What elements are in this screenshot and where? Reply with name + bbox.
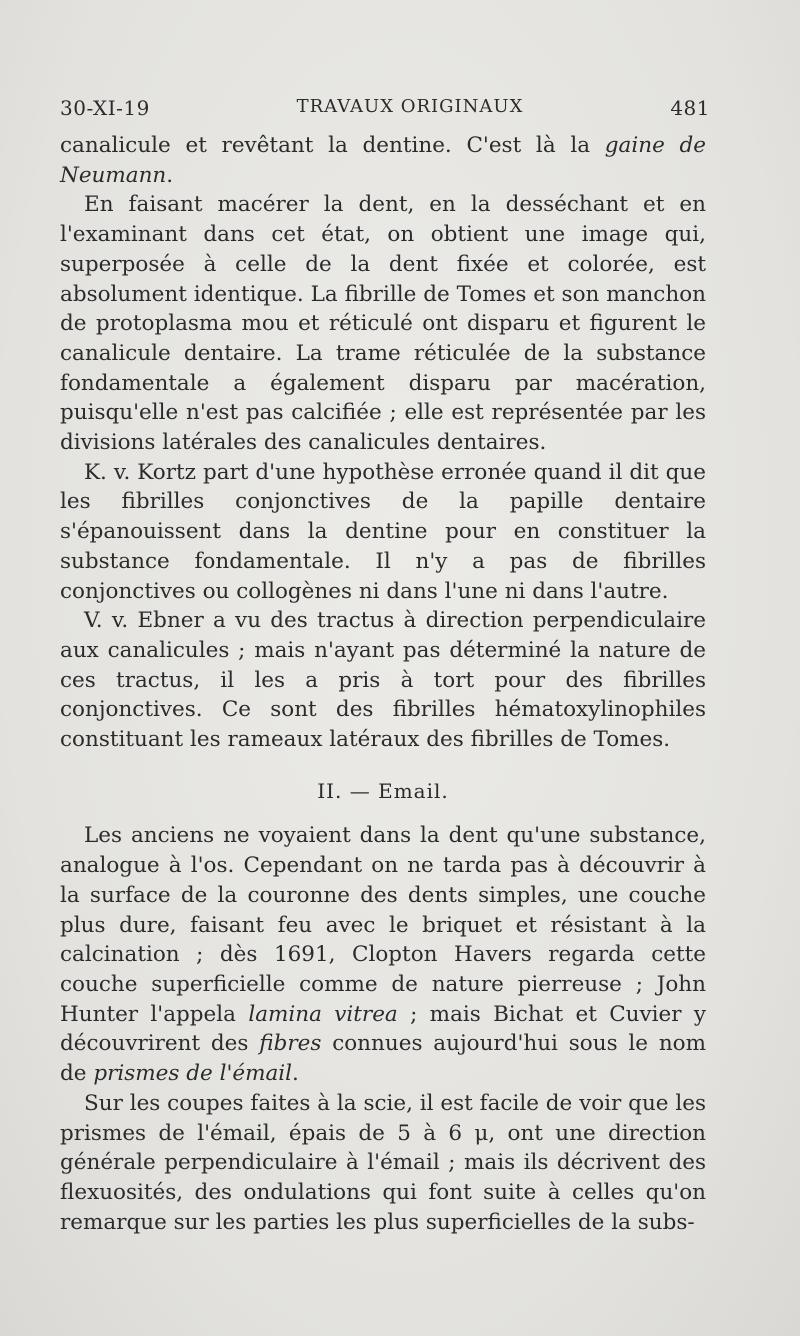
header-title: TRAVAUX ORIGINAUX [296, 96, 524, 117]
paragraph-6: Sur les coupes faites à la scie, il est facile de voir que les prismes de l'émail, épais de 5 à 6 μ, ont une direction générale perpendiculaire à l'émail ; mais ils décrivent des flexuosités, des ondulations qui font suite à celles qu'on remarque sur les parties les plus superficielles de la subs- [60, 1090, 706, 1235]
page-number: 481 [670, 96, 710, 120]
paragraph-5-text-b: ; mais Bichat et Cuvier y découvrirent des [60, 1001, 706, 1057]
term-prismes-de-lemail: prismes de l'émail [93, 1061, 293, 1087]
paragraph-2: En faisant macérer la dent, en la desséchant et en l'examinant dans cet état, on obtient une image qui, superposée à celle de la dent fixée et colorée, est absolument identique. La fibrille de Tomes et son manchon de protoplasma mou et réticulé ont disparu et figurent le canalicule dentaire. La trame réticulée de la substance fondamentale a également disparu par macération, puisqu'elle n'est pas calcifiée ; elle est représentée par les divisions latérales des canalicules dentaires. [60, 192, 706, 456]
paragraph-4: V. v. Ebner a vu des tractus à direction perpendiculaire aux canalicules ; mais n'ayant pas déterminé la nature de ces tractus, il les a pris à tort pour des fibrilles conjonctives. Ce sont des fibrilles hématoxylinophiles constituant les rameaux latéraux des fibrilles de Tomes. [60, 608, 706, 753]
paragraph-5-end: . [292, 1061, 299, 1087]
body-text [60, 131, 706, 1237]
running-header [60, 96, 710, 126]
term-fibres: fibres [259, 1031, 322, 1057]
paragraph-5 [60, 821, 706, 1088]
paragraph-1-end: . [166, 162, 174, 188]
paragraph-5-text-a: Les anciens ne voyaient dans la dent qu'une substance, analogue à l'os. Cependant on ne tarda pas à découvrir à la surface de la couronne des dents simples, une couche plus dure, faisant feu avec le briquet et résistant à la calcination ; dès 1691, Clopton Havers regarda cette couche superficielle comme de nature pierreuse ; John Hunter l'appela [60, 823, 706, 1027]
section-heading: II. — Email. [317, 778, 449, 803]
paragraph-3: K. v. Kortz part d'une hypothèse erronée quand il dit que les fibrilles conjonctives de la papille dentaire s'épanouissent dans la dentine pour en constituer la substance fondamentale. Il n'y a pas de fibrilles conjonctives ou collogènes ni dans l'une ni dans l'autre. [60, 459, 706, 604]
header-date: 30-XI-19 [60, 96, 150, 120]
paragraph-1-text: canalicule et revêtant la dentine. C'est là la [60, 133, 605, 158]
term-lamina-vitrea: lamina vitrea [248, 1001, 398, 1027]
term-gaine-de-neumann: gaine de Neumann [60, 133, 706, 188]
paragraph-1 [60, 131, 706, 190]
paragraph-5-text-c: connues aujourd'hui sous le nom de [60, 1031, 707, 1087]
